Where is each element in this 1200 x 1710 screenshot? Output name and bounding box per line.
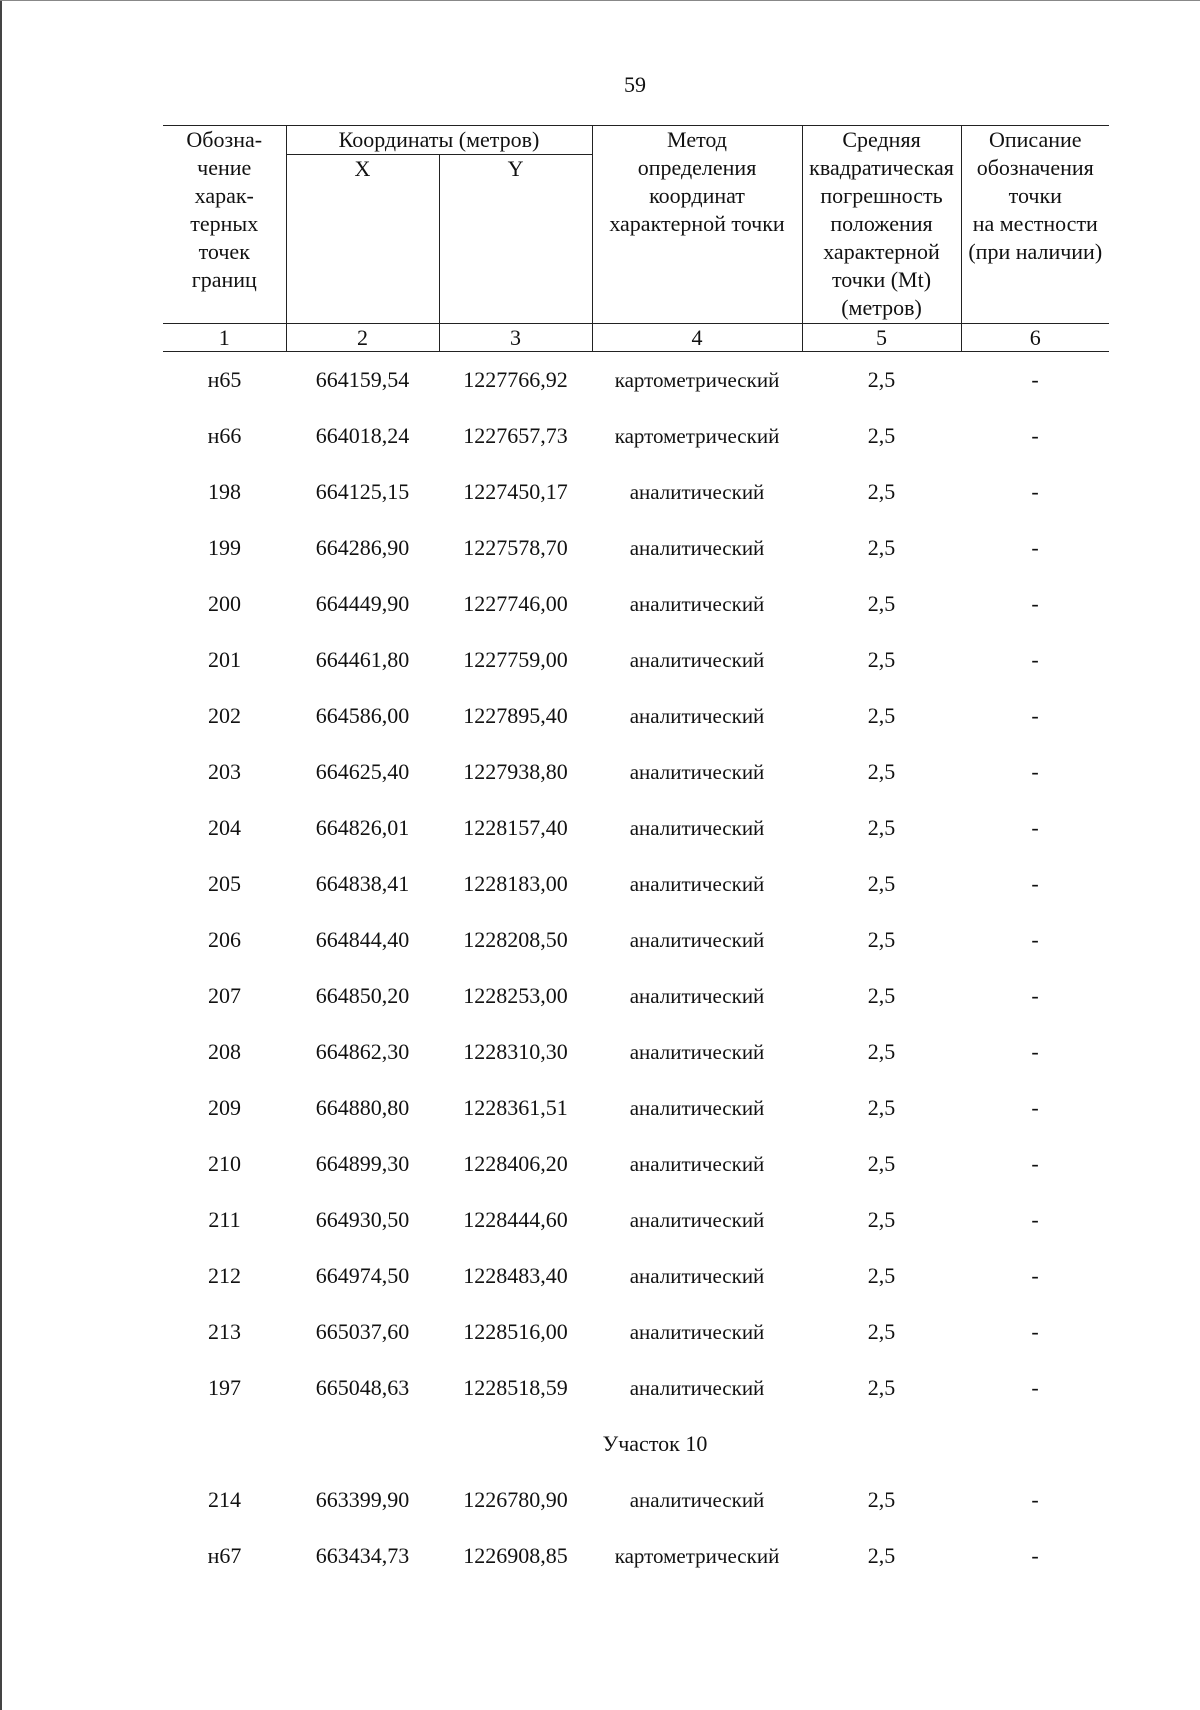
point-cell: 214 (208, 1487, 241, 1512)
page-edge-top (0, 0, 1200, 1)
description-cell: - (1031, 423, 1039, 448)
x-coordinate-cell: 664974,50 (315, 1263, 410, 1288)
table-row (163, 642, 1109, 698)
point-cell: н67 (207, 1543, 242, 1568)
header-number: 6 (961, 324, 1109, 352)
description-cell: - (1031, 535, 1039, 560)
x-coordinate-cell: 664838,41 (315, 871, 410, 896)
table-row (163, 1202, 1109, 1258)
method-cell: аналитический (629, 1320, 765, 1344)
point-cell: н66 (207, 423, 242, 448)
description-cell: - (1031, 983, 1039, 1008)
error-cell: 2,5 (867, 479, 896, 504)
method-cell: аналитический (629, 480, 765, 504)
point-cell: 200 (208, 591, 241, 616)
error-cell: 2,5 (867, 367, 896, 392)
section-title: Участок 10 (602, 1431, 708, 1456)
description-cell: - (1031, 1207, 1039, 1232)
point-cell: 203 (208, 759, 241, 784)
error-cell: 2,5 (867, 1039, 896, 1064)
point-cell: 213 (208, 1319, 241, 1344)
error-cell: 2,5 (867, 815, 896, 840)
table-row (163, 1482, 1109, 1538)
table-header (163, 125, 1109, 352)
method-cell: аналитический (629, 1040, 765, 1064)
method-cell: аналитический (629, 1264, 765, 1288)
x-coordinate-cell: 664899,30 (315, 1151, 410, 1176)
point-cell: 207 (208, 983, 241, 1008)
y-coordinate-cell: 1228208,50 (463, 927, 568, 952)
table-row (163, 530, 1109, 586)
description-cell: - (1031, 871, 1039, 896)
x-coordinate-cell: 664586,00 (315, 703, 410, 728)
table-row (163, 1034, 1109, 1090)
y-coordinate-cell: 1227895,40 (463, 703, 568, 728)
x-coordinate-cell: 663399,90 (315, 1487, 410, 1512)
point-cell: 211 (208, 1207, 241, 1232)
header-number: 1 (163, 324, 286, 352)
description-cell: - (1031, 1151, 1039, 1176)
method-cell: аналитический (629, 648, 765, 672)
method-cell: картометрический (614, 1544, 780, 1568)
point-cell: 198 (208, 479, 241, 504)
description-cell: - (1031, 759, 1039, 784)
error-cell: 2,5 (867, 1151, 896, 1176)
method-cell: картометрический (614, 368, 780, 392)
description-cell: - (1031, 1375, 1039, 1400)
table-row (163, 1314, 1109, 1370)
y-coordinate-cell: 1227657,73 (463, 423, 568, 448)
table-row (163, 1370, 1109, 1426)
x-coordinate-cell: 665048,63 (315, 1375, 410, 1400)
table-row (163, 1258, 1109, 1314)
y-coordinate-cell: 1227766,92 (463, 367, 568, 392)
error-cell: 2,5 (867, 1319, 896, 1344)
description-cell: - (1031, 703, 1039, 728)
point-cell: 205 (208, 871, 241, 896)
method-cell: аналитический (629, 816, 765, 840)
y-coordinate-cell: 1228361,51 (463, 1095, 568, 1120)
table-row (163, 754, 1109, 810)
table-row (163, 418, 1109, 474)
method-cell: аналитический (629, 760, 765, 784)
error-cell: 2,5 (867, 423, 896, 448)
method-cell: аналитический (629, 872, 765, 896)
point-cell: 199 (208, 535, 241, 560)
y-coordinate-cell: 1227746,00 (463, 591, 568, 616)
method-cell: аналитический (629, 1152, 765, 1176)
page-number: 59 (624, 72, 646, 97)
y-coordinate-cell: 1226908,85 (463, 1543, 568, 1568)
method-cell: аналитический (629, 536, 765, 560)
description-cell: - (1031, 367, 1039, 392)
x-coordinate-cell: 664159,54 (315, 367, 410, 392)
error-cell: 2,5 (867, 1207, 896, 1232)
description-cell: - (1031, 1263, 1039, 1288)
table-row (163, 978, 1109, 1034)
y-coordinate-cell: 1228157,40 (463, 815, 568, 840)
x-coordinate-cell: 664449,90 (315, 591, 410, 616)
y-coordinate-cell: 1227759,00 (463, 647, 568, 672)
point-cell: 212 (208, 1263, 241, 1288)
description-cell: - (1031, 479, 1039, 504)
x-coordinate-cell: 664286,90 (315, 535, 410, 560)
x-coordinate-cell: 663434,73 (315, 1543, 410, 1568)
table-row (163, 866, 1109, 922)
header-point-designation: Обозна- чение харак- терных точек границ (163, 126, 286, 324)
header-x: X (286, 155, 439, 324)
method-cell: картометрический (614, 424, 780, 448)
point-cell: 202 (208, 703, 241, 728)
table-row (163, 1538, 1109, 1594)
y-coordinate-cell: 1227578,70 (463, 535, 568, 560)
table-row (163, 1146, 1109, 1202)
description-cell: - (1031, 1039, 1039, 1064)
y-coordinate-cell: 1228406,20 (463, 1151, 568, 1176)
description-cell: - (1031, 927, 1039, 952)
error-cell: 2,5 (867, 759, 896, 784)
method-cell: аналитический (629, 704, 765, 728)
error-cell: 2,5 (867, 703, 896, 728)
x-coordinate-cell: 664862,30 (315, 1039, 410, 1064)
y-coordinate-cell: 1228444,60 (463, 1207, 568, 1232)
y-coordinate-cell: 1228310,30 (463, 1039, 568, 1064)
x-coordinate-cell: 664018,24 (315, 423, 410, 448)
x-coordinate-cell: 664930,50 (315, 1207, 410, 1232)
x-coordinate-cell: 664125,15 (315, 479, 410, 504)
method-cell: аналитический (629, 1376, 765, 1400)
description-cell: - (1031, 591, 1039, 616)
point-cell: 208 (208, 1039, 241, 1064)
description-cell: - (1031, 1095, 1039, 1120)
table-row (163, 474, 1109, 530)
error-cell: 2,5 (867, 1543, 896, 1568)
x-coordinate-cell: 665037,60 (315, 1319, 410, 1344)
y-coordinate-cell: 1228253,00 (463, 983, 568, 1008)
table-row (163, 810, 1109, 866)
method-cell: аналитический (629, 928, 765, 952)
description-cell: - (1031, 647, 1039, 672)
x-coordinate-cell: 664850,20 (315, 983, 410, 1008)
method-cell: аналитический (629, 1488, 765, 1512)
method-cell: аналитический (629, 592, 765, 616)
table-row (163, 922, 1109, 978)
error-cell: 2,5 (867, 927, 896, 952)
header-y: Y (439, 155, 592, 324)
point-cell: н65 (207, 367, 242, 392)
y-coordinate-cell: 1228518,59 (463, 1375, 568, 1400)
table-row (163, 1090, 1109, 1146)
point-cell: 201 (208, 647, 241, 672)
error-cell: 2,5 (867, 647, 896, 672)
point-cell: 197 (208, 1375, 241, 1400)
error-cell: 2,5 (867, 1263, 896, 1288)
error-cell: 2,5 (867, 871, 896, 896)
x-coordinate-cell: 664844,40 (315, 927, 410, 952)
header-number: 2 (286, 324, 439, 352)
y-coordinate-cell: 1228483,40 (463, 1263, 568, 1288)
point-cell: 210 (208, 1151, 241, 1176)
header-number: 3 (439, 324, 592, 352)
page-edge (0, 0, 2, 1710)
error-cell: 2,5 (867, 1095, 896, 1120)
coordinates-table (163, 362, 1109, 1594)
error-cell: 2,5 (867, 1375, 896, 1400)
x-coordinate-cell: 664461,80 (315, 647, 410, 672)
error-cell: 2,5 (867, 591, 896, 616)
point-cell: 204 (208, 815, 241, 840)
y-coordinate-cell: 1227938,80 (463, 759, 568, 784)
y-coordinate-cell: 1226780,90 (463, 1487, 568, 1512)
description-cell: - (1031, 1543, 1039, 1568)
error-cell: 2,5 (867, 535, 896, 560)
y-coordinate-cell: 1228516,00 (463, 1319, 568, 1344)
table-row (163, 698, 1109, 754)
y-coordinate-cell: 1227450,17 (463, 479, 568, 504)
method-cell: аналитический (629, 1208, 765, 1232)
description-cell: - (1031, 1319, 1039, 1344)
header-description: Описание обозначения точки на местности (при наличии) (961, 126, 1109, 324)
error-cell: 2,5 (867, 1487, 896, 1512)
description-cell: - (1031, 815, 1039, 840)
error-cell: 2,5 (867, 983, 896, 1008)
x-coordinate-cell: 664880,80 (315, 1095, 410, 1120)
x-coordinate-cell: 664826,01 (315, 815, 410, 840)
header-method: Метод определения координат характерной точки (592, 126, 802, 324)
y-coordinate-cell: 1228183,00 (463, 871, 568, 896)
header-coordinates: Координаты (метров) (286, 126, 592, 155)
section-row (163, 1426, 1109, 1482)
table-row (163, 362, 1109, 418)
method-cell: аналитический (629, 984, 765, 1008)
header-error: Средняя квадратическая погрешность положения характерной точки (Mt) (метров) (802, 126, 961, 324)
x-coordinate-cell: 664625,40 (315, 759, 410, 784)
header-number: 5 (802, 324, 961, 352)
table-row (163, 586, 1109, 642)
point-cell: 209 (208, 1095, 241, 1120)
description-cell: - (1031, 1487, 1039, 1512)
method-cell: аналитический (629, 1096, 765, 1120)
point-cell: 206 (208, 927, 241, 952)
header-number: 4 (592, 324, 802, 352)
